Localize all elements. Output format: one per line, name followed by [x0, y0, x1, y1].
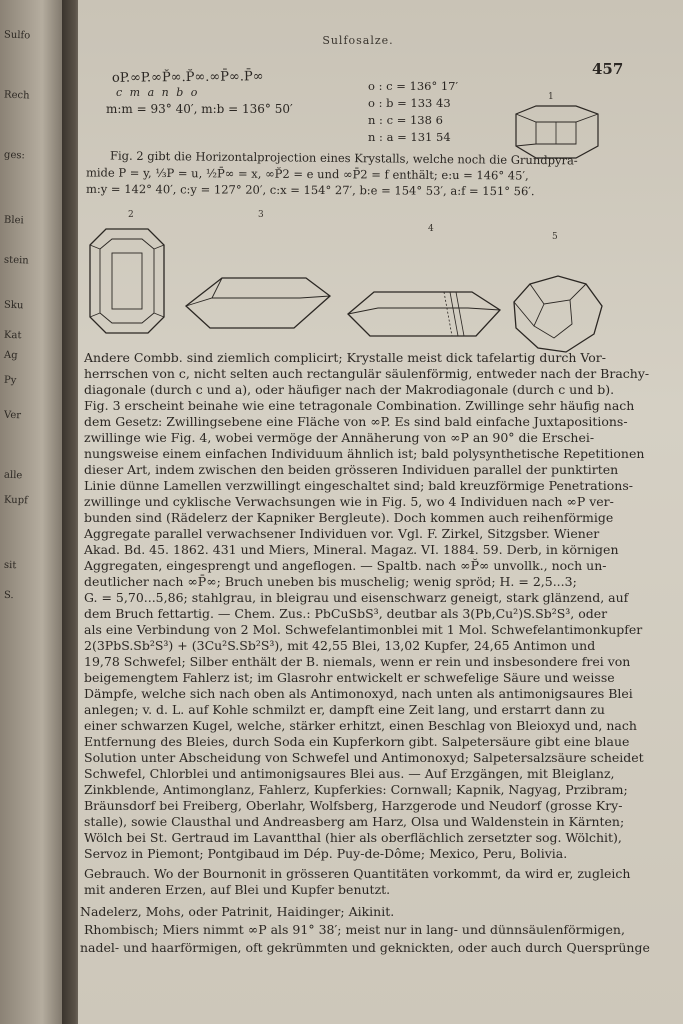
body-line: Servoz in Piemont; Pontgibaud im Dép. Puy-de-Dôme; Mexico, Peru, Bolivia.: [84, 846, 568, 861]
body-line: einer schwarzen Kugel, welche, stärker erhitzt, einen Beschlag von Bleioxyd und, nach: [84, 718, 637, 733]
body-line: 2(3PbS.Sb²S³) + (3Cu²S.Sb²S³), mit 42,55 Blei, 13,02 Kupfer, 24,65 Antimon und: [84, 638, 596, 653]
crystal-forms-angles: m:m = 93° 40′, m:b = 136° 50′: [106, 102, 293, 116]
figure-4-number: 4: [428, 224, 434, 234]
body-line: Schwefel, Chlorblei und antimonigsaures Blei aus. — Auf Erzgängen, mit Bleiglanz,: [84, 766, 615, 781]
body-line: nungsweise einem einfachen Individuum ähnlich ist; bald polysynthetische Repetitionen: [84, 446, 645, 461]
figure-2-crystal: [84, 225, 170, 337]
running-header: Sulfosalze.: [322, 34, 394, 47]
body-line: Andere Combb. sind ziemlich complicirt; Krystalle meist dick tafelartig durch Vor-: [84, 350, 606, 365]
body-line: G. = 5,70...5,86; stahlgrau, in bleigrau und eisenschwarz geneigt, stark glänzend, auf: [84, 590, 629, 605]
body-line: mit anderen Erzen, auf Blei und Kupfer benutzt.: [84, 882, 391, 897]
body-line: Wölch bei St. Gertraud im Lavantthal (hier als oberflächlich zersetzter sog. Wölchit),: [84, 830, 622, 845]
figure-4-crystal: [344, 284, 504, 344]
body-line: Solution unter Abscheidung von Schwefel und Antimonoxyd; Salpetersalzsäure scheidet: [84, 750, 644, 765]
body-line: Bräunsdorf bei Freiberg, Oberlahr, Wolfsberg, Harzgerode und Neudorf (grosse Kry-: [84, 798, 623, 813]
nadelerz-heading: Nadelerz, Mohs, oder Patrinit, Haidinger; Aikinit.: [80, 904, 395, 919]
left-fragment: Blei: [3, 214, 24, 227]
body-line: dem Bruch fettartig. — Chem. Zus.: PbCuSbS³, deutbar als 3(Pb,Cu²)S.Sb²S³, oder: [84, 606, 608, 621]
body-line: herrschen von c, nicht selten auch rectangulär säulenförmig, entweder nach der Brachy-: [84, 366, 650, 381]
book-page: [78, 0, 683, 1024]
body-line: Zinkblende, Antimonglanz, Fahlerz, Kupferkies: Cornwall; Kapnik, Nagyag, Przibram;: [84, 782, 628, 797]
left-fragment: stein: [3, 254, 29, 267]
left-fragment: sit: [3, 559, 17, 572]
body-line: zwillinge wie Fig. 4, wobei vermöge der Annäherung von ∞P an 90° die Erschei-: [84, 430, 595, 445]
figure-3-number: 3: [258, 210, 264, 220]
crystal-forms-symbols: oP.∞P.∞P̆∞.P̆∞.∞P̄∞.P̄∞: [111, 69, 264, 86]
body-line: Akad. Bd. 45. 1862. 431 und Miers, Mineral. Magaz. VI. 1884. 59. Derb, in körnigen: [84, 542, 619, 557]
left-fragment: Ag: [3, 349, 18, 362]
body-line: beigemengtem Fahlerz ist; im Glasrohr entwickelt er schwefelige Säure und weisse: [84, 670, 615, 685]
body-line: Linie dünne Lamellen verzwillingt eingeschaltet sind; bald kreuzförmige Penetrations-: [84, 478, 633, 493]
left-fragment: Sulfo: [3, 29, 31, 42]
angle-line: n : a = 131 54: [368, 130, 451, 144]
left-page-edge: [0, 0, 70, 1024]
figure-1-number: 1: [548, 92, 554, 102]
left-fragment: Py: [3, 374, 17, 387]
angle-line: o : c = 136° 17′: [368, 79, 459, 93]
body-line: dieser Art, indem zwischen den beiden grösseren Individuen parallel der punktirten: [84, 462, 619, 477]
angle-line: n : c = 138 6: [368, 113, 443, 127]
left-fragment: Kupf: [3, 494, 28, 507]
figure-5-number: 5: [552, 232, 558, 242]
body-line: dem Gesetz: Zwillingsebene eine Fläche von ∞P. Es sind bald einfache Juxtapositions-: [84, 414, 628, 429]
body-line: nadel- und haarförmigen, oft gekrümmten und geknickten, oder auch durch Quersprünge: [80, 940, 650, 955]
body-line: Aggregate parallel verwachsener Individuen vor. Vgl. F. Zirkel, Sitzgsber. Wiener: [84, 526, 600, 541]
fig2-text: mide P = y, ⅓P = u, ½P̄∞ = x, ∞P̆2 = e und ∞P̄2 = f enthält; e:u = 146° 45′,: [85, 165, 529, 183]
left-fragment: Kat: [3, 329, 22, 342]
body-line: Aggregaten, eingesprengt und angeflogen. — Spaltb. nach ∞P̆∞ unvollk., noch un-: [84, 558, 607, 573]
fig2-text: m:y = 142° 40′, c:y = 127° 20′, c:x = 154° 27′, b:e = 154° 53′, a:f = 151° 56′.: [85, 181, 535, 199]
body-line: diagonale (durch c und a), oder häufiger nach der Makrodiagonale (durch c und b).: [84, 382, 615, 397]
figure-2-number: 2: [128, 210, 134, 220]
left-fragment: Rech: [3, 89, 30, 102]
body-line: anlegen; v. d. L. auf Kohle schmilzt er, dampft eine Zeit lang, und erstarrt dann zu: [84, 702, 605, 717]
figure-3-crystal: [182, 272, 334, 334]
body-line: Entfernung des Bleies, durch Soda ein Kupferkorn gibt. Salpetersäure gibt eine blaue: [84, 734, 630, 749]
body-line: Rhombisch; Miers nimmt ∞P als 91° 38′; meist nur in lang- und dünnsäulenförmigen,: [84, 922, 625, 937]
gebrauch-line: Gebrauch. Wo der Bournonit in grösseren Quantitäten vorkommt, da wird er, zugleich: [84, 866, 631, 881]
left-fragment: alle: [3, 469, 23, 482]
body-line: Dämpfe, welche sich nach oben als Antimonoxyd, nach unten als antimonigsaures Blei: [84, 686, 633, 701]
body-line: deutlicher nach ∞P̄∞; Bruch uneben bis muschelig; wenig spröd; H. = 2,5...3;: [84, 574, 577, 589]
left-fragment: ges:: [3, 149, 26, 162]
body-line: als eine Verbindung von 2 Mol. Schwefelantimonblei mit 1 Mol. Schwefelantimonkupfer: [84, 622, 643, 637]
left-fragment: S.: [3, 589, 14, 602]
left-fragment: Sku: [3, 299, 24, 312]
fig2-text: Fig. 2 gibt die Horizontalprojection eines Krystalls, welche noch die Grundpyra-: [109, 148, 578, 168]
angle-line: o : b = 133 43: [368, 96, 451, 110]
body-line: bunden sind (Rädelerz der Kapniker Bergleute). Doch kommen auch reihenförmige: [84, 510, 614, 525]
figure-5-crystal: [510, 274, 606, 356]
crystal-forms-letters: c m a n b o: [116, 86, 200, 99]
page-number: 457: [592, 60, 624, 78]
body-line: zwillinge und cyklische Verwachsungen wie in Fig. 5, wo 4 Individuen nach ∞P ver-: [84, 494, 614, 509]
body-line: Fig. 3 erscheint beinahe wie eine tetragonale Combination. Zwillinge sehr häufig nach: [84, 398, 635, 413]
left-fragment: Ver: [3, 409, 22, 422]
body-line: stalle), sowie Clausthal und Andreasberg am Harz, Olsa und Waldenstein in Kärnten;: [84, 814, 625, 829]
body-line: 19,78 Schwefel; Silber enthält der B. niemals, wenn er rein und insbesondere frei von: [84, 654, 631, 669]
